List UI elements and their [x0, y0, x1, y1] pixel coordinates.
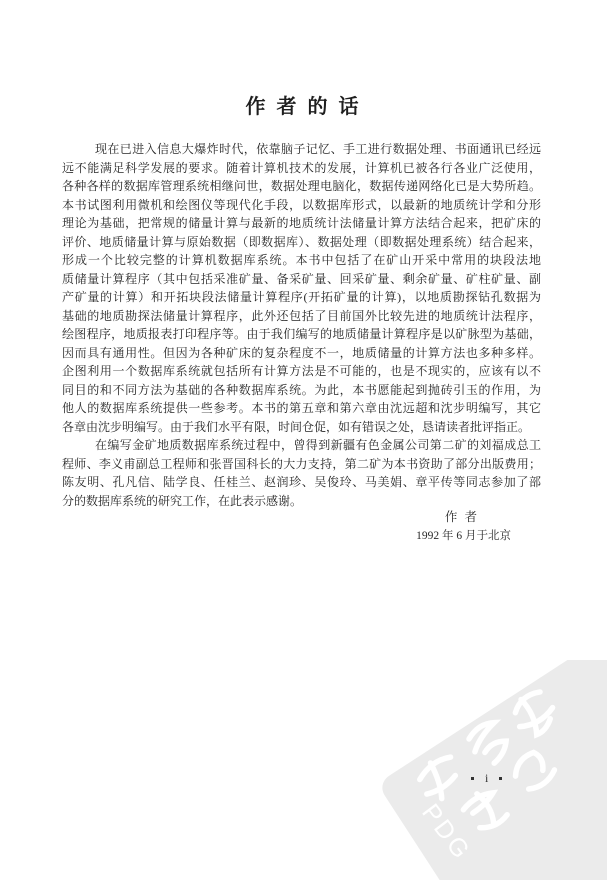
- text-line: 基础的地质勘探法储量计算程序，此外还包括了目前国外比较先进的地质统计法程序，: [62, 308, 541, 323]
- signature-date: 1992 年 6 月于北京: [416, 530, 511, 542]
- text-line: 形成一个比较完整的计算机数据库系统。本书中包括了在矿山开采中常用的块段法地: [62, 253, 541, 267]
- text-line: 在编写金矿地质数据库系统过程中，曾得到新疆有色金属公司第二矿的刘福成总工: [95, 438, 541, 452]
- text-line: 远不能满足科学发展的要求。随着计算机技术的发展，计算机已被各行各业广泛使用，: [62, 160, 541, 175]
- text-line: 企图利用一个数据库系统就包括所有计算方法是不可能的，也是不现实的，应该有以不: [62, 364, 541, 378]
- body-text: [62, 140, 541, 510]
- page-number: [471, 771, 502, 786]
- page-number-dot-right: [499, 777, 502, 780]
- text-line: 陈友明、孔凡信、陆学良、任桂兰、赵润珍、吴俊玲、马美娟、章平传等同志参加了部: [62, 475, 541, 489]
- watermark-stamp: [377, 660, 607, 880]
- text-line: 绘图程序，地质报表打印程序等。由于我们编写的地质储量计算程序是以矿脉型为基础，: [62, 327, 541, 341]
- watermark-pdg-label: PDG: [416, 798, 477, 867]
- text-line: 评价、地质储量计算与原始数据（即数据库）、数据处理（即数据处理系统）结合起来，: [62, 234, 541, 249]
- text-line: 分的数据库系统的研究工作，在此表示感谢。: [62, 493, 303, 508]
- text-line: 产矿量的计算）和开拓块段法储量计算程序(开拓矿量的计算)，以地质勘探钻孔数据为: [62, 290, 541, 304]
- text-line: 现在已进入信息大爆炸时代，依靠脑子记忆、手工进行数据处理、书面通讯已经远: [95, 142, 541, 156]
- text-line: 质储量计算程序（其中包括采准矿量、备采矿量、回采矿量、剩余矿量、矿柱矿量、副: [62, 271, 541, 286]
- text-line: 同目的和不同方法为基础的各种数据库系统。为此，本书愿能起到抛砖引玉的作用，为: [62, 382, 541, 397]
- text-line: 理论为基础，把常规的储量计算与最新的地质统计法储量计算方法结合起来，把矿床的: [62, 216, 541, 230]
- text-line: 因而具有通用性。但因为各种矿床的复杂程度不一，地质储量的计算方法也多种多样。: [62, 345, 541, 360]
- page-title: 作 者 的 话: [245, 96, 362, 118]
- text-line: 他人的数据库系统提供一些参考。本书的第五章和第六章由沈远超和沈步明编写，其它: [62, 401, 541, 415]
- page-number-numeral: i: [485, 771, 489, 785]
- text-line: 各章由沈步明编写。由于我们水平有限，时间仓促，如有错误之处，恳请读者批评指正。: [62, 419, 531, 434]
- signature-author: 作 者: [444, 510, 479, 524]
- text-line: 各种各样的数据库管理系统相继问世，数据处理电脑化，数据传递网络化已是大势所趋。: [62, 179, 541, 193]
- page-number-dot-left: [471, 777, 474, 780]
- watermark-stamp-background: [377, 660, 607, 880]
- text-line: 本书试图利用微机和绘图仪等现代化手段，以数据库形式，以最新的地质统计学和分形: [62, 197, 541, 212]
- text-line: 程师、李义甫副总工程师和张晋国科长的大力支持，第二矿为本书资助了部分出版费用；: [62, 456, 541, 471]
